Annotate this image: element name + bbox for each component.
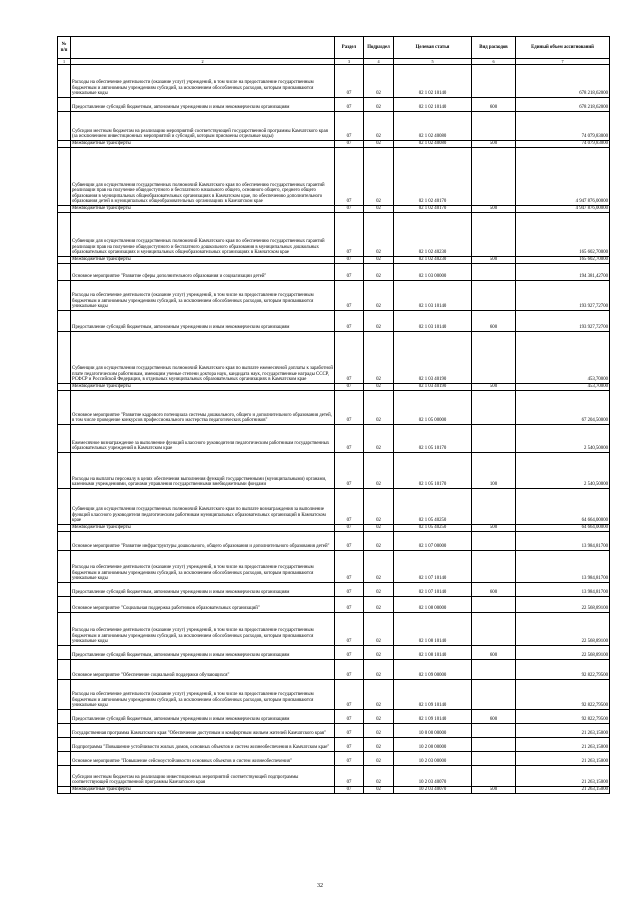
- row-expense-type-cell: [472, 332, 516, 384]
- row-razdel-cell: 07: [335, 332, 364, 384]
- row-razdel-cell: 07: [335, 206, 364, 213]
- row-target-article-cell: 02 1 02 40230: [394, 213, 472, 257]
- table-row: [58, 766, 610, 787]
- row-expense-type-cell: [472, 680, 516, 710]
- row-amount-cell: 4 947 876,00000: [516, 148, 610, 206]
- row-podrazdel-cell: 02: [364, 257, 394, 264]
- row-podrazdel-cell: 02: [364, 281, 394, 311]
- row-name-cell: Предоставление субсидий бюджетным, автономным учреждениям и иным некоммерческим организациям: [71, 311, 335, 332]
- row-expense-type-cell: 600: [472, 311, 516, 332]
- row-target-article-cell: 10 2 03 00000: [394, 752, 472, 766]
- row-expense-type-cell: [472, 532, 516, 551]
- row-target-article-cell: 02 1 03 00000: [394, 264, 472, 281]
- row-number-cell: [58, 148, 71, 206]
- row-number-cell: [58, 98, 71, 112]
- row-podrazdel-cell: 02: [364, 525, 394, 532]
- row-amount-cell: 74 079,83000: [516, 141, 610, 148]
- row-name-cell: Подпрограмма "Повышение устойчивости жилых домов, основных объектов и систем жизнеобеспечения в Камчатском крае": [71, 738, 335, 752]
- row-name-cell: Межбюджетные трансферты: [71, 257, 335, 264]
- row-name-cell: Предоставление субсидий бюджетным, автономным учреждениям и иным некоммерческим организациям: [71, 98, 335, 112]
- row-amount-cell: 4 947 876,00000: [516, 206, 610, 213]
- row-name-cell: Государственная программа Камчатского края "Обеспечение доступным и комфортным жильем жителей Камчатского края": [71, 724, 335, 738]
- row-name-cell: Субсидии местным бюджетам на реализацию инвестиционных мероприятий соответствующей подпрограммы соответствующей государственной программы Камчатского края: [71, 766, 335, 787]
- row-expense-type-cell: [472, 738, 516, 752]
- row-name-cell: Расходы на обеспечение деятельности (оказание услуг) учреждений, в том числе на предоставление государственным бюджетным и автономным учреждениям субсидий, за исключением обособленных расходов, которым присваиваются уникальные коды: [71, 281, 335, 311]
- table-row: [58, 738, 610, 752]
- row-podrazdel-cell: 02: [364, 206, 394, 213]
- row-expense-type-cell: [472, 551, 516, 583]
- row-expense-type-cell: [472, 148, 516, 206]
- row-podrazdel-cell: 02: [364, 213, 394, 257]
- row-razdel-cell: 07: [335, 141, 364, 148]
- table-row: [58, 425, 610, 453]
- row-podrazdel-cell: 02: [364, 532, 394, 551]
- header-expense-type: Вид расходов: [472, 37, 516, 59]
- row-target-article-cell: 02 1 03 40190: [394, 384, 472, 391]
- table-row: [58, 489, 610, 525]
- row-amount-cell: 74 079,83000: [516, 112, 610, 141]
- table-row: [58, 453, 610, 489]
- table-row: [58, 332, 610, 384]
- table-row: [58, 752, 610, 766]
- row-razdel-cell: 07: [335, 489, 364, 525]
- row-name-cell: Субвенции для осуществления государственных полномочий Камчатского края по выплате вознаграждения за выполнение функций классного руководителя педагогическим работникам муниципальных образовательных организаций в Камчатском крае: [71, 489, 335, 525]
- row-target-article-cell: 02 1 08 10140: [394, 613, 472, 646]
- row-name-cell: Предоставление субсидий бюджетным, автономным учреждениям и иным некоммерческим организациям: [71, 646, 335, 660]
- row-number-cell: [58, 787, 71, 794]
- table-row: [58, 257, 610, 264]
- row-name-cell: Субвенции для осуществления государственных полномочий Камчатского края по выплате ежемесячной доплаты к заработной плате педагогическим работникам, имеющим ученые степени доктора наук, кандидата наук, государственные награды СССР, РСФСР и Российской Федерации, в отдельных муниципальных образовательных организациях в Камчатском крае: [71, 332, 335, 384]
- row-podrazdel-cell: 02: [364, 311, 394, 332]
- row-razdel-cell: 07: [335, 710, 364, 724]
- row-podrazdel-cell: 02: [364, 65, 394, 98]
- row-expense-type-cell: [472, 281, 516, 311]
- row-name-cell: Субсидии местным бюджетам на реализацию мероприятий соответствующей государственной программы Камчатского края (за исключением инвестиционных мероприятий и субсидий, которым присвоены отдельные коды): [71, 112, 335, 141]
- table-row: [58, 384, 610, 391]
- row-expense-type-cell: 500: [472, 257, 516, 264]
- row-podrazdel-cell: 02: [364, 148, 394, 206]
- row-name-cell: Расходы на обеспечение деятельности (оказание услуг) учреждений, в том числе на предоставление государственным бюджетным и автономным учреждениям субсидий, за исключением обособленных расходов, которым присваиваются уникальные коды: [71, 613, 335, 646]
- row-name-cell: Межбюджетные трансферты: [71, 141, 335, 148]
- row-podrazdel-cell: 02: [364, 425, 394, 453]
- row-number-cell: [58, 752, 71, 766]
- row-target-article-cell: 10 2 03 40070: [394, 787, 472, 794]
- row-name-cell: Предоставление субсидий бюджетным, автономным учреждениям и иным некоммерческим организациям: [71, 583, 335, 597]
- row-target-article-cell: 02 1 03 10140: [394, 311, 472, 332]
- row-amount-cell: 2 540,50000: [516, 425, 610, 453]
- table-row: [58, 660, 610, 680]
- column-number: 2: [71, 59, 335, 65]
- row-expense-type-cell: 500: [472, 206, 516, 213]
- row-expense-type-cell: [472, 264, 516, 281]
- row-expense-type-cell: [472, 660, 516, 680]
- row-amount-cell: 92 822,79500: [516, 660, 610, 680]
- table-row: [58, 98, 610, 112]
- row-number-cell: [58, 766, 71, 787]
- table-row: [58, 613, 610, 646]
- row-name-cell: Межбюджетные трансферты: [71, 525, 335, 532]
- row-amount-cell: 2 540,50000: [516, 453, 610, 489]
- row-target-article-cell: 02 1 09 00000: [394, 660, 472, 680]
- row-name-cell: Расходы на обеспечение деятельности (оказание услуг) учреждений, в том числе на предоставление государственным бюджетным и автономным учреждениям субсидий, за исключением обособленных расходов, которым присваиваются уникальные коды: [71, 65, 335, 98]
- column-number: 6: [472, 59, 516, 65]
- row-name-cell: Основное мероприятие "Социальная поддержка работников образовательных организаций": [71, 597, 335, 613]
- row-number-cell: [58, 680, 71, 710]
- header-razdel: Раздел: [335, 37, 364, 59]
- row-expense-type-cell: [472, 724, 516, 738]
- row-expense-type-cell: [472, 597, 516, 613]
- row-amount-cell: 22 568,89100: [516, 646, 610, 660]
- row-number-cell: [58, 264, 71, 281]
- column-number: 4: [364, 59, 394, 65]
- row-expense-type-cell: 600: [472, 98, 516, 112]
- row-podrazdel-cell: 02: [364, 141, 394, 148]
- row-podrazdel-cell: 02: [364, 264, 394, 281]
- row-amount-cell: 21 263,15000: [516, 766, 610, 787]
- row-podrazdel-cell: 02: [364, 752, 394, 766]
- row-razdel-cell: 07: [335, 787, 364, 794]
- column-number: 7: [516, 59, 610, 65]
- row-podrazdel-cell: 02: [364, 384, 394, 391]
- row-name-cell: Субвенции для осуществления государственных полномочий Камчатского края по обеспечению государственных гарантий реализации прав на получение общедоступного и бесплатного начального общего, основного общего, среднего общего образования в муниципальных общеобразовательных организациях в Камчатском крае, по обеспечению дополнительного образования детей в муниципальных общеобразовательных организациях в Камчатском крае: [71, 148, 335, 206]
- row-amount-cell: 22 568,89100: [516, 597, 610, 613]
- table-row: [58, 680, 610, 710]
- row-amount-cell: 64 664,00000: [516, 525, 610, 532]
- row-name-cell: Основное мероприятие "Повышение сейсмоустойчивости основных объектов и систем жизнеобеспечения": [71, 752, 335, 766]
- row-razdel-cell: 07: [335, 65, 364, 98]
- row-number-cell: [58, 660, 71, 680]
- row-amount-cell: 194 381,42700: [516, 264, 610, 281]
- header-num: № п/п: [58, 37, 71, 59]
- row-name-cell: Межбюджетные трансферты: [71, 206, 335, 213]
- row-razdel-cell: 07: [335, 766, 364, 787]
- row-razdel-cell: 07: [335, 453, 364, 489]
- row-target-article-cell: 02 1 09 10140: [394, 710, 472, 724]
- row-amount-cell: 21 263,15000: [516, 724, 610, 738]
- table-row: [58, 141, 610, 148]
- row-expense-type-cell: 600: [472, 646, 516, 660]
- row-target-article-cell: 02 1 08 10140: [394, 646, 472, 660]
- row-number-cell: [58, 65, 71, 98]
- row-name-cell: Расходы на обеспечение деятельности (оказание услуг) учреждений, в том числе на предоставление государственным бюджетным и автономным учреждениям субсидий, за исключением обособленных расходов, которым присваиваются уникальные коды: [71, 680, 335, 710]
- row-podrazdel-cell: 02: [364, 489, 394, 525]
- table-row: [58, 264, 610, 281]
- row-amount-cell: 193 927,72700: [516, 281, 610, 311]
- row-podrazdel-cell: 02: [364, 646, 394, 660]
- row-target-article-cell: 02 1 07 00000: [394, 532, 472, 551]
- table-row: [58, 551, 610, 583]
- row-target-article-cell: 02 1 02 10140: [394, 65, 472, 98]
- row-amount-cell: 678 218,62000: [516, 65, 610, 98]
- row-amount-cell: 92 822,79500: [516, 710, 610, 724]
- row-number-cell: [58, 453, 71, 489]
- row-razdel-cell: 07: [335, 425, 364, 453]
- row-name-cell: Субвенции для осуществления государственных полномочий Камчатского края по обеспечению государственных гарантий реализации прав на получение общедоступного и бесплатного дошкольного образования в муниципальных дошкольных образовательных организациях и муниципальных общеобразовательных организациях в Камчатском крае: [71, 213, 335, 257]
- row-name-cell: Расходы на выплаты персоналу в целях обеспечения выполнения функций государственными (муниципальными) органами, казенными учреждениями, органами управления государственными внебюджетными фондами: [71, 453, 335, 489]
- row-amount-cell: 21 263,15000: [516, 787, 610, 794]
- row-number-cell: [58, 646, 71, 660]
- row-razdel-cell: 07: [335, 264, 364, 281]
- row-number-cell: [58, 141, 71, 148]
- row-target-article-cell: 02 1 02 40080: [394, 112, 472, 141]
- row-expense-type-cell: [472, 65, 516, 98]
- row-number-cell: [58, 384, 71, 391]
- row-amount-cell: 21 263,15000: [516, 752, 610, 766]
- row-razdel-cell: 07: [335, 724, 364, 738]
- row-podrazdel-cell: 02: [364, 738, 394, 752]
- row-razdel-cell: 07: [335, 680, 364, 710]
- table-row: [58, 525, 610, 532]
- row-podrazdel-cell: 02: [364, 710, 394, 724]
- row-number-cell: [58, 281, 71, 311]
- row-podrazdel-cell: 02: [364, 98, 394, 112]
- table-row: [58, 583, 610, 597]
- budget-table: [57, 36, 610, 794]
- row-amount-cell: 453,70000: [516, 384, 610, 391]
- row-name-cell: Основное мероприятие "Развитие сферы дополнительного образования и социализации детей": [71, 264, 335, 281]
- row-podrazdel-cell: 02: [364, 583, 394, 597]
- row-razdel-cell: 07: [335, 738, 364, 752]
- row-name-cell: Ежемесячное вознаграждение за выполнение функций классного руководителя педагогическим работникам государственных образовательных учреждений в Камчатском крае: [71, 425, 335, 453]
- row-target-article-cell: 02 1 03 40190: [394, 332, 472, 384]
- row-target-article-cell: 02 1 07 10140: [394, 583, 472, 597]
- row-target-article-cell: 02 1 05 40250: [394, 525, 472, 532]
- column-number: 1: [58, 59, 71, 65]
- row-target-article-cell: 10 2 00 00000: [394, 738, 472, 752]
- row-podrazdel-cell: 02: [364, 453, 394, 489]
- row-razdel-cell: 07: [335, 613, 364, 646]
- row-target-article-cell: 02 1 08 00000: [394, 597, 472, 613]
- row-expense-type-cell: [472, 425, 516, 453]
- row-expense-type-cell: [472, 489, 516, 525]
- row-amount-cell: 22 568,89100: [516, 613, 610, 646]
- row-razdel-cell: 07: [335, 112, 364, 141]
- row-target-article-cell: 10 2 03 40070: [394, 766, 472, 787]
- row-razdel-cell: 07: [335, 583, 364, 597]
- row-name-cell: Межбюджетные трансферты: [71, 384, 335, 391]
- row-expense-type-cell: [472, 391, 516, 425]
- row-number-cell: [58, 525, 71, 532]
- row-razdel-cell: 07: [335, 551, 364, 583]
- row-amount-cell: 64 664,00000: [516, 489, 610, 525]
- table-row: [58, 65, 610, 98]
- row-target-article-cell: 02 1 02 40080: [394, 141, 472, 148]
- header-amount: Единый объем ассигнований: [516, 37, 610, 59]
- table-row: [58, 597, 610, 613]
- table-row: [58, 206, 610, 213]
- row-podrazdel-cell: 02: [364, 724, 394, 738]
- row-podrazdel-cell: 02: [364, 332, 394, 384]
- row-number-cell: [58, 112, 71, 141]
- row-razdel-cell: 07: [335, 646, 364, 660]
- row-target-article-cell: 02 1 05 10170: [394, 425, 472, 453]
- row-expense-type-cell: [472, 613, 516, 646]
- table-row: [58, 724, 610, 738]
- row-number-cell: [58, 597, 71, 613]
- table-row: [58, 391, 610, 425]
- row-number-cell: [58, 532, 71, 551]
- table-row: [58, 213, 610, 257]
- row-number-cell: [58, 710, 71, 724]
- row-number-cell: [58, 391, 71, 425]
- row-razdel-cell: 07: [335, 213, 364, 257]
- row-podrazdel-cell: 02: [364, 551, 394, 583]
- row-target-article-cell: 02 1 07 10140: [394, 551, 472, 583]
- row-number-cell: [58, 551, 71, 583]
- row-podrazdel-cell: 02: [364, 391, 394, 425]
- row-number-cell: [58, 583, 71, 597]
- row-number-cell: [58, 613, 71, 646]
- row-amount-cell: 193 927,72700: [516, 311, 610, 332]
- row-razdel-cell: 07: [335, 391, 364, 425]
- row-razdel-cell: 07: [335, 532, 364, 551]
- row-amount-cell: 678 218,62000: [516, 98, 610, 112]
- row-name-cell: Основное мероприятие "Обеспечение социальной поддержки обучающихся": [71, 660, 335, 680]
- row-amount-cell: 13 984,81700: [516, 583, 610, 597]
- table-row: [58, 112, 610, 141]
- row-name-cell: Основное мероприятие "Развитие инфраструктуры дошкольного, общего образования и дополнительного образования детей": [71, 532, 335, 551]
- column-number: 5: [394, 59, 472, 65]
- row-podrazdel-cell: 02: [364, 112, 394, 141]
- row-podrazdel-cell: 02: [364, 660, 394, 680]
- row-name-cell: Межбюджетные трансферты: [71, 787, 335, 794]
- row-expense-type-cell: [472, 213, 516, 257]
- row-number-cell: [58, 425, 71, 453]
- row-expense-type-cell: 500: [472, 141, 516, 148]
- row-amount-cell: 13 984,81700: [516, 551, 610, 583]
- table-body: [58, 65, 610, 794]
- row-target-article-cell: 02 1 05 10170: [394, 453, 472, 489]
- row-razdel-cell: 07: [335, 257, 364, 264]
- row-name-cell: Основное мероприятие "Развитие кадрового потенциала системы дошкольного, общего и дополнительного образования детей, в том числе проведение конкурсов профессионального мастерства педагогических работников": [71, 391, 335, 425]
- table-row: [58, 646, 610, 660]
- row-expense-type-cell: [472, 112, 516, 141]
- table-row: [58, 148, 610, 206]
- row-podrazdel-cell: 02: [364, 766, 394, 787]
- row-amount-cell: 92 822,79500: [516, 680, 610, 710]
- row-expense-type-cell: 600: [472, 583, 516, 597]
- row-podrazdel-cell: 02: [364, 613, 394, 646]
- row-amount-cell: 453,70000: [516, 332, 610, 384]
- header-podrazdel: Подраздел: [364, 37, 394, 59]
- row-target-article-cell: 02 1 05 00000: [394, 391, 472, 425]
- row-target-article-cell: 02 1 02 40230: [394, 257, 472, 264]
- row-amount-cell: 165 602,70000: [516, 257, 610, 264]
- row-target-article-cell: 02 1 02 10140: [394, 98, 472, 112]
- row-amount-cell: 67 204,50000: [516, 391, 610, 425]
- row-expense-type-cell: [472, 766, 516, 787]
- row-podrazdel-cell: 02: [364, 787, 394, 794]
- row-expense-type-cell: 100: [472, 453, 516, 489]
- row-number-cell: [58, 332, 71, 384]
- row-name-cell: Расходы на обеспечение деятельности (оказание услуг) учреждений, в том числе на предоставление государственным бюджетным и автономным учреждениям субсидий, за исключением обособленных расходов, которым присваиваются уникальные коды: [71, 551, 335, 583]
- row-number-cell: [58, 738, 71, 752]
- row-razdel-cell: 07: [335, 752, 364, 766]
- row-target-article-cell: 02 1 09 10140: [394, 680, 472, 710]
- table-header-row: [58, 37, 610, 59]
- row-target-article-cell: 02 1 03 10140: [394, 281, 472, 311]
- row-target-article-cell: 10 0 00 00000: [394, 724, 472, 738]
- table-row: [58, 710, 610, 724]
- row-razdel-cell: 07: [335, 660, 364, 680]
- row-razdel-cell: 07: [335, 98, 364, 112]
- row-razdel-cell: 07: [335, 148, 364, 206]
- row-number-cell: [58, 206, 71, 213]
- row-expense-type-cell: 500: [472, 787, 516, 794]
- row-amount-cell: 21 263,15000: [516, 738, 610, 752]
- row-number-cell: [58, 257, 71, 264]
- column-number: 3: [335, 59, 364, 65]
- row-expense-type-cell: 500: [472, 525, 516, 532]
- table-row: [58, 532, 610, 551]
- row-name-cell: Предоставление субсидий бюджетным, автономным учреждениям и иным некоммерческим организациям: [71, 710, 335, 724]
- table-row: [58, 311, 610, 332]
- row-podrazdel-cell: 02: [364, 597, 394, 613]
- row-amount-cell: 165 602,70000: [516, 213, 610, 257]
- row-amount-cell: 13 984,81700: [516, 532, 610, 551]
- row-number-cell: [58, 213, 71, 257]
- budget-table-page: [57, 36, 609, 794]
- row-target-article-cell: 02 1 05 40250: [394, 489, 472, 525]
- row-target-article-cell: 02 1 02 40170: [394, 148, 472, 206]
- row-expense-type-cell: [472, 752, 516, 766]
- row-podrazdel-cell: 02: [364, 680, 394, 710]
- row-number-cell: [58, 489, 71, 525]
- row-razdel-cell: 07: [335, 384, 364, 391]
- row-razdel-cell: 07: [335, 525, 364, 532]
- table-row: [58, 281, 610, 311]
- row-expense-type-cell: 600: [472, 710, 516, 724]
- row-razdel-cell: 07: [335, 311, 364, 332]
- page-number: 32: [317, 883, 323, 889]
- table-row: [58, 787, 610, 794]
- row-number-cell: [58, 311, 71, 332]
- row-expense-type-cell: 500: [472, 384, 516, 391]
- row-number-cell: [58, 724, 71, 738]
- header-name: [71, 37, 335, 59]
- row-razdel-cell: 07: [335, 281, 364, 311]
- row-target-article-cell: 02 1 02 40170: [394, 206, 472, 213]
- row-razdel-cell: 07: [335, 597, 364, 613]
- header-target-article: Целевая статья: [394, 37, 472, 59]
